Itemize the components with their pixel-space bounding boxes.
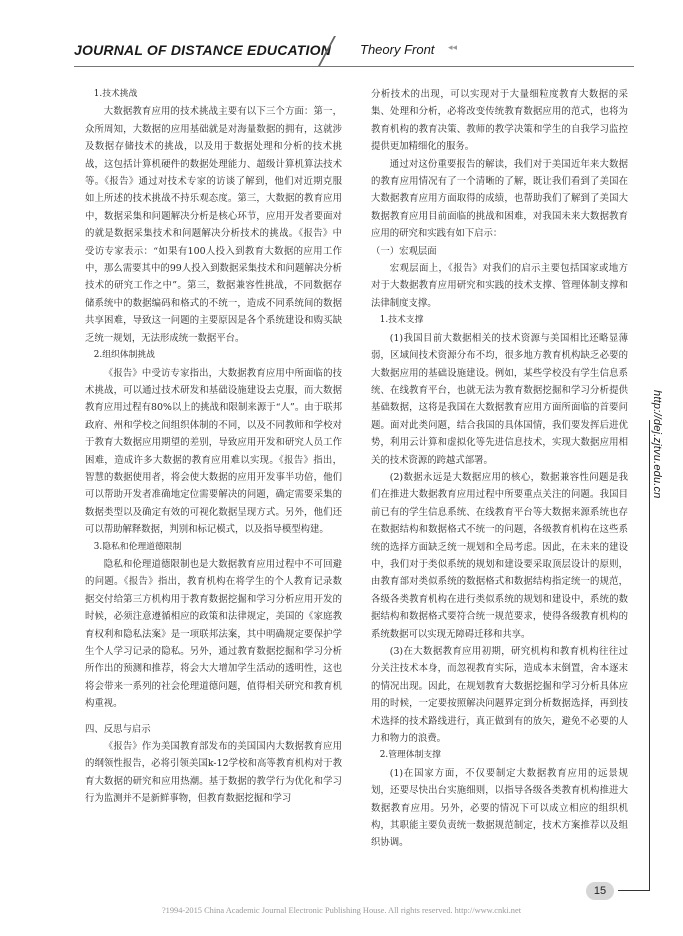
body-paragraph: 通过对这份重要报告的解读，我们对于美国近年来大数据的教育应用情况有了一个清晰的了解，既让我们看到了美国在大数据教育应用方面取得的成绩，也帮助我们了解到了美国大数据教育应用目前面临的挑战和困难，对我国未来大数据教育应用的研究和实践有如下启示： — [371, 158, 628, 240]
journal-title: JOURNAL OF DISTANCE EDUCATION — [74, 42, 332, 58]
footer-copyright: ?1994-2015 China Academic Journal Electronic Publishing House. All rights reserved. http://www.cnki.net — [161, 906, 522, 915]
body-paragraph: 分析技术的出现，可以实现对于大量细粒度教育大数据的采集、处理和分析，必将改变传统教育数据应用的范式，也将为教育机构的教育决策、教师的教学决策和学生的自我学习监控提供更加精细化的服务。 — [371, 89, 628, 153]
body-paragraph: 大数据教育应用的技术挑战主要有以下三个方面：第一，众所周知，大数据的应用基础就是对海量数据的拥有，这就涉及数据存储技术的挑战，以及用于数据处理和分析的技术挑战，这包括计算机硬件的数据处理能力、超级计算机算法技术等。《报告》通过对技术专家的访谈了解到，他们对近期克服如上所述的技术挑战不持乐观态度。第三，大数据的教育应用中，数据采集和问题解决分析是核心环节，应用开发者要面对的就是数据采集技术和问题解决分析技术的挑战。《报告》中受访专家表示：“如果有100人投入到教育大数据的应用工作中，那么需要其中的99人投入到数据采集技术和问题解决分析技术的研究工作之中”。第三，数据兼容性挑战，不同数据存储系统中的数据编码和格式的不统一，造成不同系统间的数据共享困难，导致这一问题的主要原因是各个系统建设和购买缺乏统一规划，无法形成统一数据平台。 — [85, 106, 342, 344]
double-arrow-left-icon: ◂◂ — [448, 43, 458, 53]
section-title: Theory Front — [360, 42, 435, 57]
running-header — [74, 36, 634, 66]
body-paragraph: (1)在国家方面，不仅要制定大数据教育应用的远景规划，还要尽快出台实施细则，以指导各级各类教育机构推进大数据教育应用。另外，必要的情况下可以成立相应的组织机构，其职能主要负责统一数据规范制定，技术方案推荐以及组织协调。 — [371, 767, 628, 849]
section-heading: 四、反思与启示 — [85, 723, 151, 735]
page-rule-vertical — [649, 420, 650, 891]
section-heading: 1.技术挑战 — [93, 89, 138, 99]
page-rule-horizontal — [618, 890, 649, 891]
header-rule — [74, 66, 634, 67]
paragraph-gap — [85, 713, 342, 721]
section-heading: 2.管理体制支撑 — [379, 750, 441, 761]
body-paragraph: (3)在大数据教育应用初期，研究机构和教育机构往往过分关注技术本身，而忽视教育实际，造成本末倒置，舍本逐末的情况出现。因此，在规划教育大数据挖掘和学习分析具体应用的时候，一定要按照解决问题界定到分析数据选择，再到技术选择的技术路线进行，真正做到有的放矢，避免不必要的人力和物力的浪费。 — [371, 646, 628, 745]
section-heading: 3.隐私和伦理道德限制 — [93, 541, 182, 552]
right-column — [371, 86, 628, 852]
section-heading: （一）宏观层面 — [371, 245, 437, 257]
side-url: http://dej.zjtvu.edu.cn — [651, 390, 663, 499]
body-paragraph: 《报告》中受访专家指出，大数据教育应用中所面临的技术挑战，可以通过技术研发和基础设施建设去克服，而大数据教育应用过程有80%以上的挑战和限制来源于“人”。由于联邦政府、州和学校之间组织体制的不同，以及不同教师和学校对于教育大数据应用期望的差别，导致应用开发和研究人员工作困难，造成许多大数据的教育应用难以实现。《报告》指出，智慧的数据使用者，将会使大数据的应用开发事半功倍，他们可以帮助开发者准确地定位需要解决的问题，确定需要采集的数据类型以及确定有效的可视化数据呈现方式。另外，他们还可以帮助解释数据，判别和标记模式，以及指导模型构建。 — [85, 367, 342, 536]
body-paragraph: (2)数据永远是大数据应用的核心，数据兼容性问题是我们在推进大数据教育应用过程中所要重点关注的问题。我国目前已有的学生信息系统、在线教育平台等大数据来源系统也存在数据结构和数据格式不统一的问题，各级教育机构在这些系统的选择方面缺乏统一规划和全局考虑。因此，在未来的建设中，我们对于类似系统的规划和建设要采取顶层设计的原则，由教育部对类似系统的数据格式和数据结构指定统一的规范，各级各类教育机构在进行类似系统的规划和建设中，系统的数据结构和数据格式要符合统一规范要求，使得各级教育机构的系统数据可以实现无障碍迁移和共享。 — [371, 471, 628, 640]
section-heading: 2.组织体制挑战 — [93, 350, 155, 361]
body-paragraph: (1)我国目前大数据相关的技术资源与美国相比还略显薄弱，区域间技术资源分布不均，很多地方教育机构缺乏必要的大数据应用的基础设施建设。例如，某些学校没有学生信息系统、在线教育平台，也就无法为教育数据挖掘和学习分析提供基础数据，这将是我国在大数据教育应用方面所面临的首要问题。面对此类问题，结合我国的具体国情，我们要发挥后进优势，利用云计算和虚拟化等先进信息技术，实现大数据应用相关的技术资源的跨越式部署。 — [371, 332, 628, 466]
left-column — [85, 86, 342, 808]
page-number: 15 — [586, 882, 614, 900]
body-paragraph: 《报告》作为美国教育部发布的美国国内大数据教育应用的纲领性报告，必将引领美国k-12学校和高等教育机构对于教育大数据的研究和应用热潮。基于数据的教学行为优化和学习行为监测并不是新鲜事物，但教育数据挖掘和学习 — [85, 741, 342, 805]
section-heading: 1.技术支撑 — [379, 315, 424, 326]
body-paragraph: 宏观层面上，《报告》对我们的启示主要包括国家或地方对于大数据教育应用研究和实践的技术支撑、管理体制支撑和法律制度支撑。 — [371, 263, 628, 309]
body-paragraph: 隐私和伦理道德限制也是大数据教育应用过程中不可回避的问题。《报告》指出，教育机构在将学生的个人教育记录数据交付给第三方机构用于教育数据挖掘和学习分析应用开发的时候，必须注意遵循相应的政策和法律规定，美国的《家庭教育权利和隐私法案》是一项联邦法案，其中明确规定要保护学生个人学习记录的隐私。另外，通过教育数据挖掘和学习分析所作出的预测和推荐，将会大大增加学生活动的透明性，这也将会带来一系列的社会伦理道德问题，值得相关研究和教育机构重视。 — [85, 558, 342, 710]
